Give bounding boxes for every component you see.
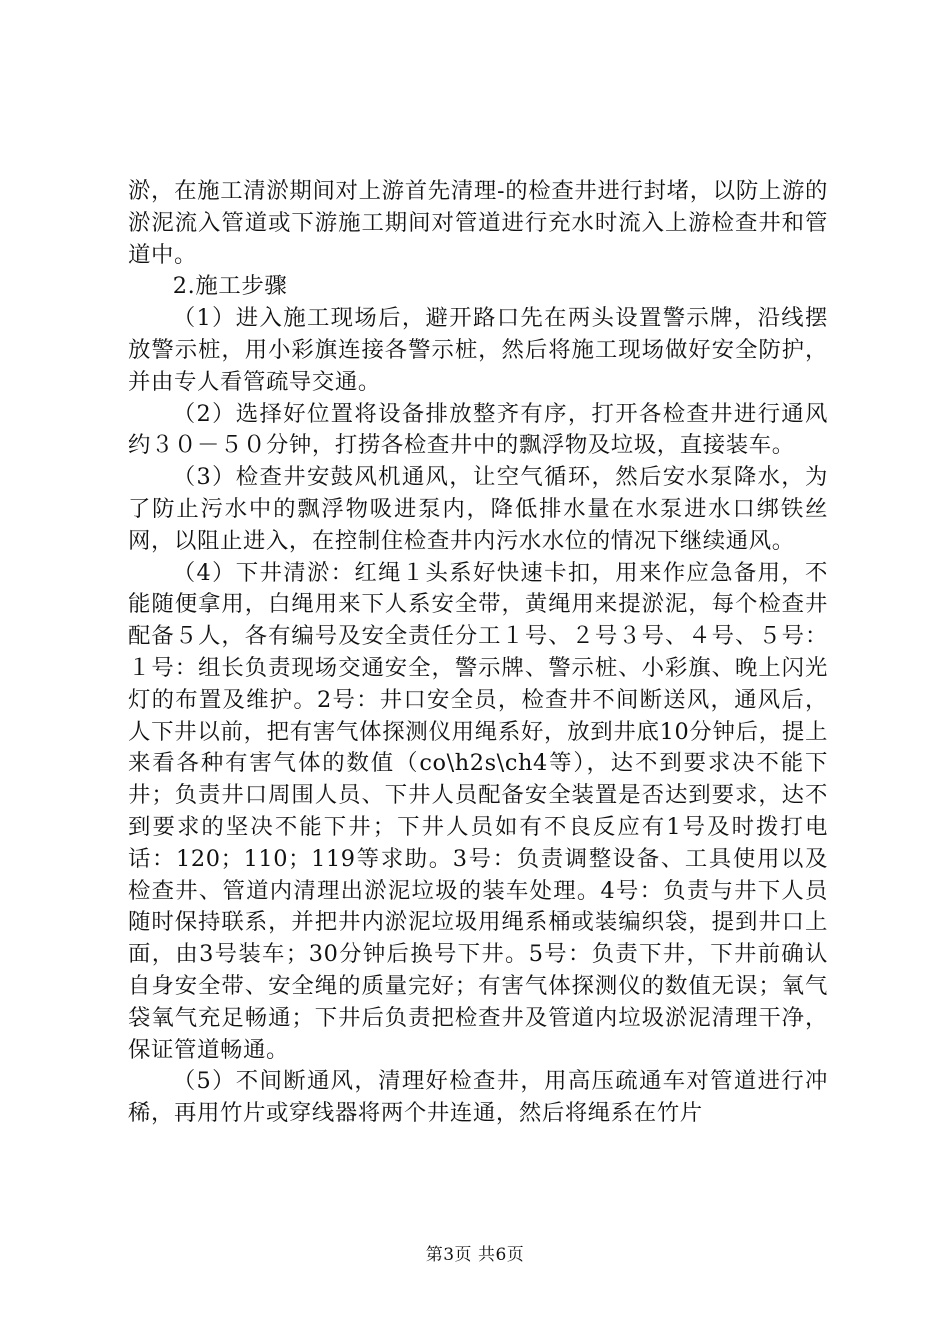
page-footer: 第3页 共6页 — [425, 1245, 525, 1265]
paragraph-step-3: （3）检查井安鼓风机通风，让空气循环，然后安水泵降水，为了防止污水中的飘浮物吸进泵内，降低排水量在水泵进水口绑铁丝网，以阻止进入，在控制住检查井内污水水位的情况下继续通风。 — [128, 464, 828, 554]
section-heading-construction-steps: 2.施工步骤 — [172, 273, 288, 300]
paragraph-step-4: （4）下井清淤：红绳１头系好快速卡扣，用来作应急备用，不能随便拿用，白绳用来下人系安全带，黄绳用来提淤泥，每个检查井配备５人，各有编号及安全责任分工１号、２号３号、４号、５号：１号：组长负责现场交通安全，警示牌、警示桩、小彩旗、晚上闪光灯的布置及维护。2号：井口安全员，检查井不间断送风，通风后，人下井以前，把有害气体探测仪用绳系好，放到井底10分钟后，提上来看各种有害气体的数值（co\h2s\ch4等），达不到要求决不能下井；负责井口周围人员、下井人员配备安全装置是否达到要求，达不到要求的坚决不能下井；下井人员如有不良反应有1号及时拨打电话：120；110；119等求助。3号：负责调整设备、工具使用以及检查井、管道内清理出淤泥垃圾的装车处理。4号：负责与井下人员随时保持联系，并把井内淤泥垃圾用绳系桶或装编织袋，提到井口上面，由3号装车；30分钟后换号下井。5号：负责下井，下井前确认自身安全带、安全绳的质量完好；有害气体探测仪的数值无误；氧气袋氧气充足畅通；下井后负责把检查井及管道内垃圾淤泥清理干净，保证管道畅通。 — [128, 559, 828, 1063]
page-body — [128, 176, 828, 1130]
paragraph-step-1: （1）进入施工现场后，避开路口先在两头设置警示牌，沿线摆放警示桩，用小彩旗连接各警示桩，然后将施工现场做好安全防护，并由专人看管疏导交通。 — [128, 305, 828, 395]
paragraph-step-5: （5）不间断通风，清理好检查井，用高压疏通车对管道进行冲稀，再用竹片或穿线器将两个井连通，然后将绳系在竹片 — [128, 1068, 828, 1127]
paragraph-continuation: 淤，在施工清淤期间对上游首先清理-的检查井进行封堵，以防上游的淤泥流入管道或下游施工期间对管道进行充水时流入上游检查井和管道中。 — [128, 178, 828, 268]
paragraph-step-2: （2）选择好位置将设备排放整齐有序，打开各检查井进行通风约３０－５０分钟，打捞各检查井中的飘浮物及垃圾，直接装车。 — [128, 400, 828, 459]
